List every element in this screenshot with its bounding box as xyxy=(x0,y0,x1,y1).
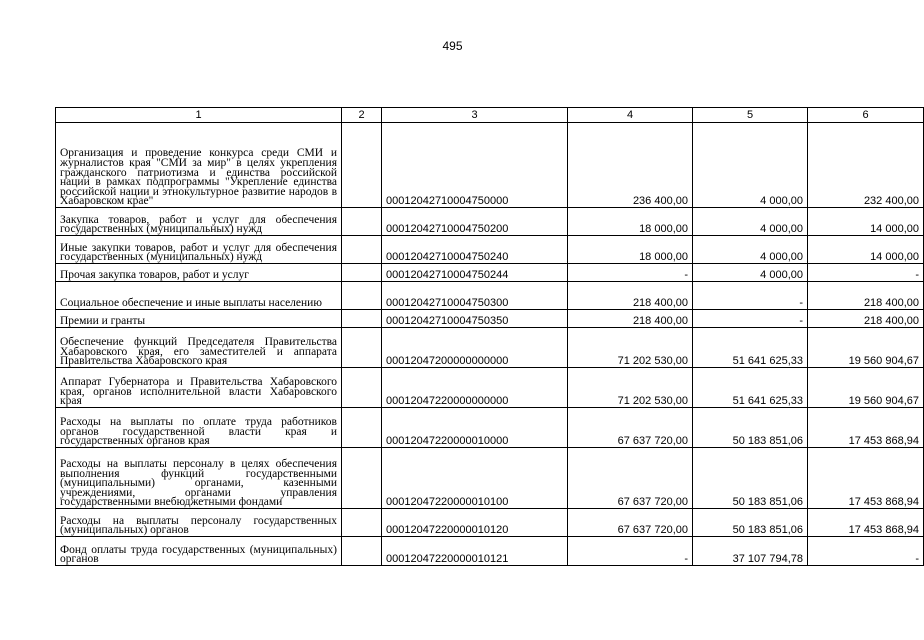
row-col2 xyxy=(342,310,382,328)
row-value-4: 18 000,00 xyxy=(568,208,693,236)
row-value-4: 71 202 530,00 xyxy=(568,368,693,408)
row-code: 00012042710004750200 xyxy=(382,208,568,236)
row-value-6: - xyxy=(808,537,924,566)
row-value-4: - xyxy=(568,537,693,566)
row-name: Расходы на выплаты по оплате труда работников органов государственной власти края и государственных органов края xyxy=(56,408,342,448)
row-value-6: - xyxy=(808,264,924,282)
budget-table xyxy=(55,107,924,566)
row-col2 xyxy=(342,208,382,236)
row-col2 xyxy=(342,328,382,368)
column-header-1: 1 xyxy=(56,108,342,123)
row-code: 00012047220000010000 xyxy=(382,408,568,448)
row-code: 00012042710004750244 xyxy=(382,264,568,282)
row-col2 xyxy=(342,282,382,310)
row-name: Расходы на выплаты персоналу в целях обеспечения выполнения функций государственными (муниципальными) органами, казенными учреждениями, органами управления государственными внебюджетными фондами xyxy=(56,448,342,509)
row-code: 00012042710004750000 xyxy=(382,123,568,208)
row-name: Фонд оплаты труда государственных (муниципальных) органов xyxy=(56,537,342,566)
row-code: 00012047220000010120 xyxy=(382,509,568,537)
column-header-3: 3 xyxy=(382,108,568,123)
row-value-6: 232 400,00 xyxy=(808,123,924,208)
row-col2 xyxy=(342,408,382,448)
table-row xyxy=(56,264,924,282)
row-name: Прочая закупка товаров, работ и услуг xyxy=(56,264,342,282)
row-value-5: 4 000,00 xyxy=(693,264,808,282)
row-name: Расходы на выплаты персоналу государственных (муниципальных) органов xyxy=(56,509,342,537)
row-code: 00012042710004750350 xyxy=(382,310,568,328)
row-value-4: 71 202 530,00 xyxy=(568,328,693,368)
table-row xyxy=(56,368,924,408)
row-col2 xyxy=(342,264,382,282)
row-name: Иные закупки товаров, работ и услуг для обеспечения государственных (муниципальных) нужд xyxy=(56,236,342,264)
table-row xyxy=(56,448,924,509)
row-code: 00012042710004750240 xyxy=(382,236,568,264)
column-header-5: 5 xyxy=(693,108,808,123)
column-header-6: 6 xyxy=(808,108,924,123)
row-code: 00012047200000000000 xyxy=(382,328,568,368)
row-value-4: 67 637 720,00 xyxy=(568,448,693,509)
row-value-5: 50 183 851,06 xyxy=(693,408,808,448)
row-col2 xyxy=(342,509,382,537)
row-value-6: 17 453 868,94 xyxy=(808,509,924,537)
page-number: 495 xyxy=(442,39,463,53)
table-row xyxy=(56,208,924,236)
row-value-6: 17 453 868,94 xyxy=(808,448,924,509)
row-value-6: 14 000,00 xyxy=(808,208,924,236)
table-row xyxy=(56,537,924,566)
row-value-6: 19 560 904,67 xyxy=(808,328,924,368)
row-value-4: 236 400,00 xyxy=(568,123,693,208)
row-col2 xyxy=(342,448,382,509)
table-row xyxy=(56,328,924,368)
row-code: 00012047220000010100 xyxy=(382,448,568,509)
row-name: Социальное обеспечение и иные выплаты населению xyxy=(56,282,342,310)
row-col2 xyxy=(342,236,382,264)
column-header-4: 4 xyxy=(568,108,693,123)
row-value-5: 51 641 625,33 xyxy=(693,328,808,368)
row-value-6: 17 453 868,94 xyxy=(808,408,924,448)
row-col2 xyxy=(342,123,382,208)
row-value-5: 4 000,00 xyxy=(693,236,808,264)
table-row xyxy=(56,408,924,448)
row-value-5: 4 000,00 xyxy=(693,208,808,236)
row-value-4: 18 000,00 xyxy=(568,236,693,264)
table-row xyxy=(56,310,924,328)
row-value-4: 218 400,00 xyxy=(568,310,693,328)
row-value-5: 4 000,00 xyxy=(693,123,808,208)
table-row xyxy=(56,282,924,310)
row-name: Закупка товаров, работ и услуг для обеспечения государственных (муниципальных) нужд xyxy=(56,208,342,236)
table-header-row xyxy=(56,108,924,123)
row-col2 xyxy=(342,537,382,566)
row-value-4: 67 637 720,00 xyxy=(568,408,693,448)
row-code: 00012042710004750300 xyxy=(382,282,568,310)
row-value-6: 19 560 904,67 xyxy=(808,368,924,408)
row-name: Аппарат Губернатора и Правительства Хабаровского края, органов исполнительной власти Хабаровского края xyxy=(56,368,342,408)
row-value-5: - xyxy=(693,282,808,310)
row-value-6: 14 000,00 xyxy=(808,236,924,264)
row-code: 00012047220000010121 xyxy=(382,537,568,566)
row-value-5: 50 183 851,06 xyxy=(693,509,808,537)
row-value-4: 218 400,00 xyxy=(568,282,693,310)
row-col2 xyxy=(342,368,382,408)
row-name: Организация и проведение конкурса среди СМИ и журналистов края "СМИ за мир" в целях укрепления гражданского патриотизма и единства российской нации в рамках подпрограммы "Укрепление единства российской нации и этнокультурное развитие народов в Хабаровском крае" xyxy=(56,123,342,208)
row-code: 00012047220000000000 xyxy=(382,368,568,408)
table-row xyxy=(56,236,924,264)
row-value-5: 50 183 851,06 xyxy=(693,448,808,509)
row-value-6: 218 400,00 xyxy=(808,310,924,328)
row-value-5: - xyxy=(693,310,808,328)
row-value-4: - xyxy=(568,264,693,282)
row-name: Премии и гранты xyxy=(56,310,342,328)
row-value-5: 37 107 794,78 xyxy=(693,537,808,566)
row-value-6: 218 400,00 xyxy=(808,282,924,310)
row-value-5: 51 641 625,33 xyxy=(693,368,808,408)
table-row xyxy=(56,123,924,208)
row-value-4: 67 637 720,00 xyxy=(568,509,693,537)
column-header-2: 2 xyxy=(342,108,382,123)
row-name: Обеспечение функций Председателя Правительства Хабаровского края, его заместителей и аппарата Правительства Хабаровского края xyxy=(56,328,342,368)
table-row xyxy=(56,509,924,537)
